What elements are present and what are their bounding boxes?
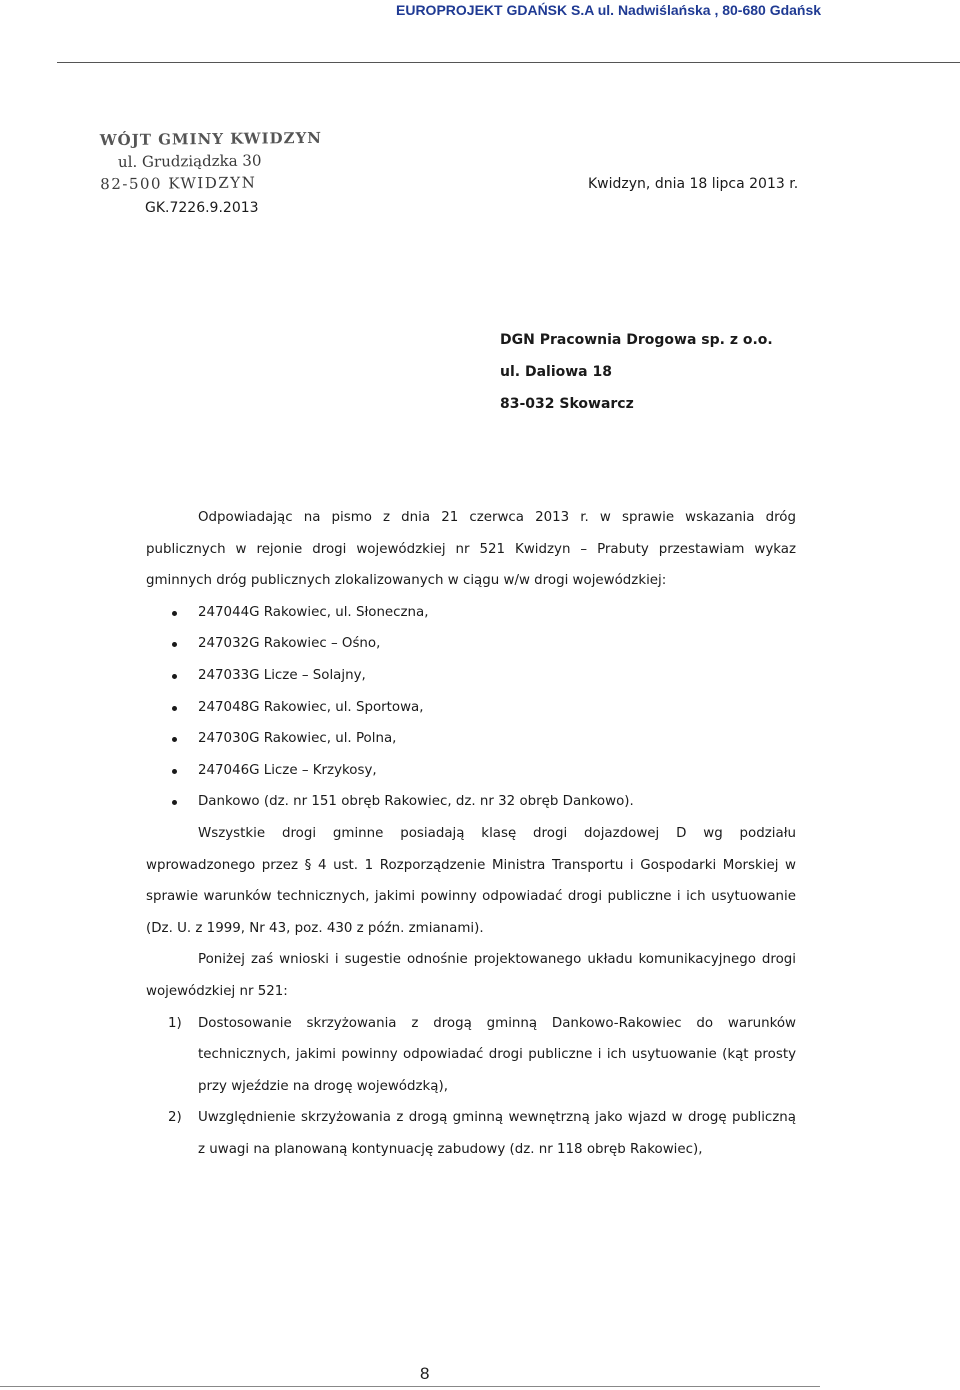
proposals-intro: Poniżej zaś wnioski i sugestie odnośnie projektowanego układu komunikacyjnego drogi wojewódzkiej nr 521:: [146, 952, 796, 999]
item-number: 1): [168, 1015, 182, 1031]
proposal-text: Uwzględnienie skrzyżowania z drogą gminną wewnętrzną jako wjazd w drogę publiczną z uwagi na planowaną kontynuację zabudowy (dz. nr 118 obręb Rakowiec),: [198, 1110, 796, 1157]
proposal-text: Dostosowanie skrzyżowania z drogą gminną Dankowo-Rakowiec do warunków technicznych, jakimi powinny odpowiadać drogi publiczne i ich usytuowanie (kąt prosty przy wjeździe na drogę wojewódzką),: [198, 1015, 796, 1094]
page-number: 8: [420, 1364, 430, 1383]
bullet-icon: [172, 706, 177, 711]
recipient-city: 83-032 Skowarcz: [500, 396, 634, 412]
list-item: [146, 786, 796, 818]
recipient-street: ul. Daliowa 18: [500, 364, 612, 380]
list-item: [146, 723, 796, 755]
intro-paragraph: Odpowiadając na pismo z dnia 21 czerwca 2013 r. w sprawie wskazania dróg publicznych w rejonie drogi wojewódzkiej nr 521 Kwidzyn – Prabuty przestawiam wykaz gminnych dróg publicznych zlokalizowanych w ciągu w/w drogi wojewódzkiej:: [146, 510, 796, 589]
reference-number: GK.7226.9.2013: [145, 200, 259, 216]
bullet-icon: [172, 674, 177, 679]
stamp-city: 82-500 KWIDZYN: [100, 173, 257, 194]
road-label: 247046G Licze – Krzykosy,: [198, 762, 377, 778]
bullet-icon: [172, 800, 177, 805]
list-item: [146, 597, 796, 629]
list-item: [146, 628, 796, 660]
proposal-list: [146, 1008, 796, 1166]
list-item: [146, 660, 796, 692]
list-item: [146, 755, 796, 787]
bullet-icon: [172, 642, 177, 647]
header-company-address: EUROPROJEKT GDAŃSK S.A ul. Nadwiślańska , 80-680 Gdańsk: [396, 2, 822, 18]
road-label: 247032G Rakowiec – Ośno,: [198, 636, 381, 652]
bullet-icon: [172, 611, 177, 616]
list-item: [146, 1102, 796, 1165]
road-list: [146, 597, 796, 818]
stamp-street: ul. Grudziądzka 30: [117, 151, 262, 171]
office-stamp: [100, 127, 323, 195]
letter-body: [146, 502, 796, 1165]
road-label: 247033G Licze – Solajny,: [198, 667, 366, 683]
place-and-date: Kwidzyn, dnia 18 lipca 2013 r.: [588, 176, 799, 192]
classification-paragraph: Wszystkie drogi gminne posiadają klasę drogi dojazdowej D wg podziału wprowadzonego przez § 4 ust. 1 Rozporządzenie Ministra Transportu i Gospodarki Morskiej w sprawie warunków technicznych, jakimi powinny odpowiadać drogi publiczne i ich usytuowanie (Dz. U. z 1999, Nr 43, poz. 430 z późn. zmianami).: [146, 825, 796, 936]
road-label: 247044G Rakowiec, ul. Słoneczna,: [198, 604, 429, 620]
list-item: [146, 692, 796, 724]
header-divider: [57, 62, 960, 63]
bullet-icon: [172, 769, 177, 774]
recipient-address: [500, 324, 773, 420]
road-label: Dankowo (dz. nr 151 obręb Rakowiec, dz. nr 32 obręb Dankowo).: [198, 794, 634, 810]
recipient-name: DGN Pracownia Drogowa sp. z o.o.: [500, 332, 773, 348]
road-label: 247030G Rakowiec, ul. Polna,: [198, 731, 397, 747]
list-item: [146, 1008, 796, 1103]
item-number: 2): [168, 1110, 182, 1126]
stamp-office-name: WÓJT GMINY KWIDZYN: [99, 128, 323, 150]
road-label: 247048G Rakowiec, ul. Sportowa,: [198, 699, 424, 715]
bullet-icon: [172, 737, 177, 742]
footer-divider: [0, 1386, 820, 1387]
page-header: [0, 0, 960, 24]
